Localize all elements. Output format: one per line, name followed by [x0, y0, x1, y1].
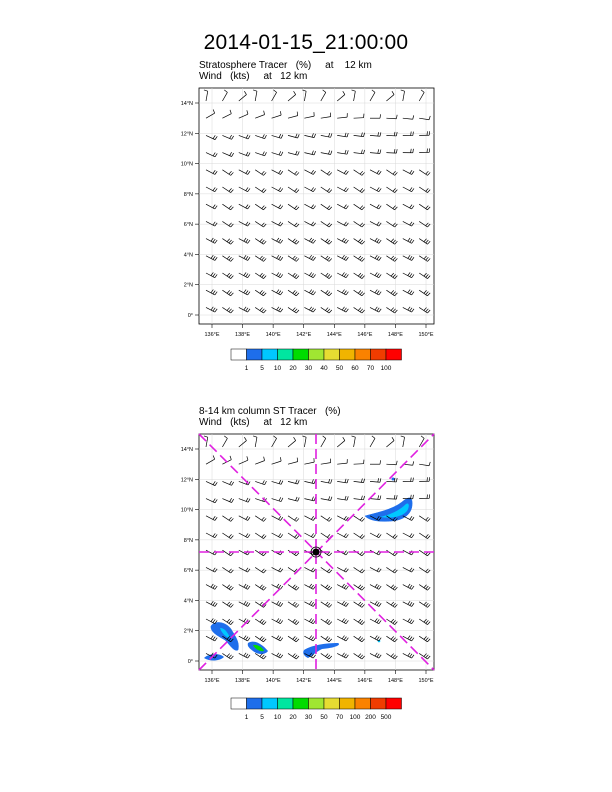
colorbar-label: 30 [304, 365, 313, 372]
colorbar-swatch [340, 698, 356, 709]
x-tick-label: 146°E [357, 332, 373, 338]
y-tick-label: 4°N [183, 598, 193, 605]
x-tick-label: 136°E [204, 678, 220, 684]
x-tick-label: 148°E [387, 332, 403, 338]
x-tick-label: 142°E [296, 332, 312, 338]
colorbar-label: 20 [289, 714, 297, 721]
x-tick-label: 138°E [235, 678, 251, 684]
colorbar-swatch [355, 698, 371, 709]
panel1-map [181, 88, 434, 372]
y-tick-label: 10°N [180, 507, 193, 514]
panel1-field-label: Stratosphere Tracer (%) at 12 km [199, 60, 372, 71]
colorbar-swatch [340, 349, 356, 360]
panel2-y-ticks [181, 447, 199, 665]
x-tick-label: 150°E [418, 332, 434, 338]
panel1-y-ticks [181, 101, 199, 319]
x-tick-label: 140°E [265, 678, 281, 684]
colorbar-swatch [371, 349, 387, 360]
colorbar-swatch [355, 349, 371, 360]
colorbar-label: 5 [260, 365, 264, 372]
y-tick-label: 2°N [183, 628, 193, 635]
y-tick-label: 6°N [183, 222, 193, 229]
colorbar-label: 70 [335, 714, 344, 721]
y-tick-label: 14°N [180, 101, 193, 107]
colorbar-swatch [262, 349, 278, 360]
x-tick-label: 140°E [265, 332, 281, 338]
y-tick-label: 12°N [180, 477, 193, 484]
x-tick-label: 136°E [204, 332, 220, 338]
colorbar-swatch [247, 349, 263, 360]
colorbar-swatch [324, 349, 340, 360]
page-title: 2014-01-15_21:00:00 [203, 31, 409, 54]
y-tick-label: 12°N [180, 131, 193, 138]
colorbar-swatch [293, 349, 309, 360]
colorbar-label: 10 [273, 714, 282, 721]
colorbar-label: 100 [349, 714, 361, 721]
colorbar-label: 50 [320, 714, 328, 721]
y-tick-label: 8°N [183, 191, 193, 198]
colorbar-swatch [262, 698, 278, 709]
colorbar-swatch [309, 349, 325, 360]
colorbar-label: 500 [380, 714, 392, 721]
x-tick-label: 146°E [357, 678, 373, 684]
colorbar-swatch [371, 698, 387, 709]
panel1-frame [199, 88, 434, 324]
colorbar-swatch [231, 698, 247, 709]
x-tick-label: 148°E [387, 678, 403, 684]
y-tick-label: 0° [187, 313, 193, 319]
colorbar-label: 60 [351, 365, 359, 372]
y-tick-label: 10°N [180, 161, 193, 168]
panel1-colorbar [231, 349, 402, 372]
colorbar-label: 10 [273, 365, 282, 372]
tracer-dot [392, 478, 395, 481]
panel2-field-label: 8-14 km column ST Tracer (%) [199, 406, 341, 417]
x-tick-label: 142°E [296, 678, 312, 684]
colorbar-swatch [324, 698, 340, 709]
y-tick-label: 6°N [183, 568, 193, 575]
colorbar-swatch [309, 698, 325, 709]
colorbar-label: 40 [320, 365, 328, 372]
colorbar-swatch [386, 698, 402, 709]
y-tick-label: 14°N [180, 447, 193, 453]
colorbar-label: 20 [289, 365, 297, 372]
center-marker [313, 549, 320, 556]
panel1-x-ticks [204, 324, 433, 338]
x-tick-label: 138°E [235, 332, 251, 338]
colorbar-label: 1 [244, 714, 249, 721]
colorbar-swatch [278, 698, 294, 709]
colorbar-swatch [247, 698, 263, 709]
colorbar-label: 30 [304, 714, 313, 721]
colorbar-swatch [293, 698, 309, 709]
y-tick-label: 0° [187, 659, 193, 665]
colorbar-label: 5 [260, 714, 264, 721]
colorbar-label: 70 [366, 365, 375, 372]
panel2-x-ticks [204, 670, 433, 684]
x-tick-label: 150°E [418, 678, 434, 684]
x-tick-label: 144°E [326, 332, 342, 338]
x-tick-label: 144°E [326, 678, 342, 684]
colorbar-label: 200 [365, 714, 376, 721]
panel2-map [181, 434, 434, 721]
y-tick-label: 2°N [183, 282, 193, 289]
colorbar-label: 100 [380, 365, 392, 372]
y-tick-label: 4°N [183, 252, 193, 259]
colorbar-swatch [386, 349, 402, 360]
panel2-wind-label: Wind (kts) at 12 km [199, 417, 308, 428]
panel2-colorbar [231, 698, 402, 721]
colorbar-label: 50 [335, 365, 344, 372]
y-tick-label: 8°N [183, 537, 193, 544]
colorbar-swatch [278, 349, 294, 360]
colorbar-swatch [231, 349, 247, 360]
panel1-wind-label: Wind (kts) at 12 km [199, 71, 308, 82]
colorbar-label: 1 [244, 365, 249, 372]
